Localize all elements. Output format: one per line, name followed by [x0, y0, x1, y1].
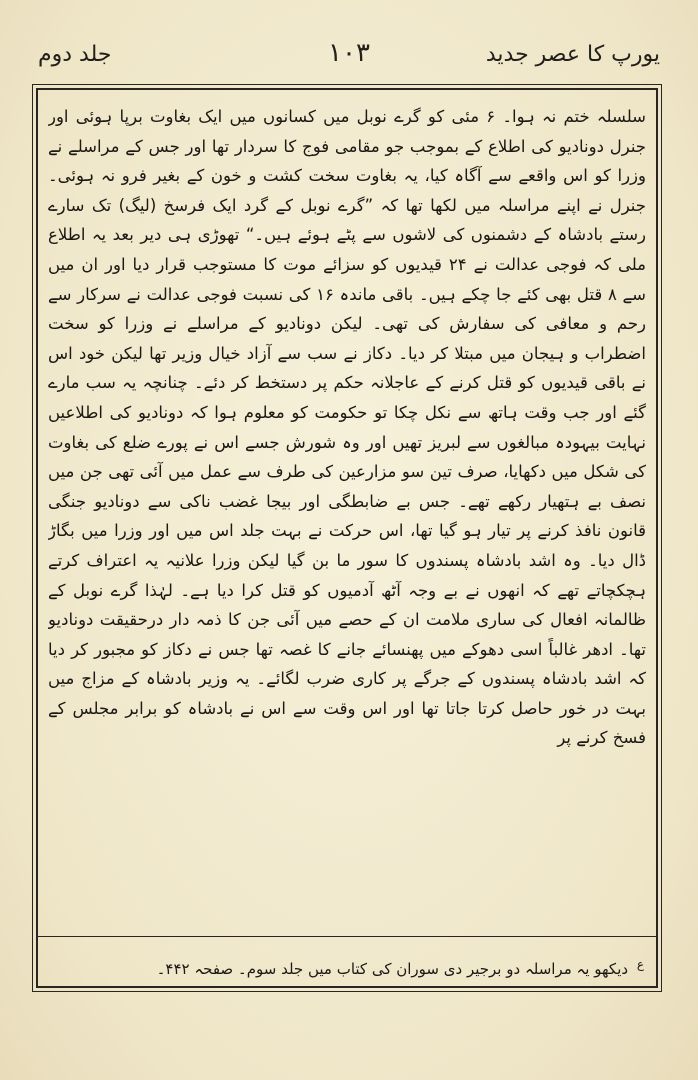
body-text-block [48, 102, 646, 922]
text-frame [36, 88, 658, 988]
footnote-divider [38, 936, 656, 937]
volume-label: جلد دوم [38, 42, 112, 67]
page-number: ۱۰۳ [328, 38, 370, 68]
footnote [50, 952, 644, 981]
body-paragraph: سلسلہ ختم نہ ہوا۔ ۶ مئی کو گرے نوبل میں کسانوں میں ایک بغاوت برپا ہوئی اور جنرل دونادیو کی اطلاع کے بموجب جو مقامی فوج کا سردار تھا اور جس کے مراسلے نے وزرا کو اس واقعے سے آگاہ کیا، یہ بغاوت سخت کشت و خون کے بغیر فرو نہ ہوئی۔ جنرل نے اپنے مراسلہ میں لکھا تھا کہ ”گرے نوبل کے گرد ایک فرسخ (لیگ) تک سارے رستے بادشاہ کے دشمنوں کی لاشوں سے پٹے ہوئے ہیں۔“ تھوڑی ہی دیر بعد یہ اطلاع ملی کہ فوجی عدالت نے ۲۴ قیدیوں کو سزائے موت کا مستوجب قرار دیا اور ان میں سے ۸ قتل بھی کئے جا چکے ہیں۔ باقی ماندہ ۱۶ کی نسبت فوجی عدالت نے سرکار سے رحم و معافی کی سفارش کی تھی۔ لیکن دونادیو کے مراسلے نے وزرا کو سخت اضطراب و ہیجان میں مبتلا کر دیا۔ دکاز نے سب سے آزاد خیال وزیر تھا لیکن خود اس نے باقی قیدیوں کو قتل کرنے کے عاجلانہ حکم پر دستخط کر دئے۔ چنانچہ یہ سب مارے گئے اور جب وقت ہاتھ سے نکل چکا تو حکومت کو معلوم ہوا کہ دونادیو کی اطلاعیں نہایت بیہودہ مبالغوں سے لبریز تھیں اور وہ شورش جسے اس نے پورے ضلع کی بغاوت کی شکل میں دکھایا، صرف تین سو مزارعین کی طرف سے عمل میں آئی تھی جن میں نصف بے ہتھیار رکھے تھے۔ جس بے ضابطگی اور بیجا غضب ناکی سے دونادیو جنگی قانون نافذ کرنے پر تیار ہو گیا تھا، اس حرکت نے بہت جلد اس میں اور وزرا میں بگاڑ ڈال دیا۔ وہ اشد بادشاہ پسندوں کا سور ما بن گیا لیکن وزرا علانیہ یہ اعتراف کرتے ہچکچاتے تھے کہ انھوں نے بے وجہ آٹھ آدمیوں کو قتل کرا دیا ہے۔ لہٰذا گرے نوبل کے ظالمانہ افعال کی ساری ملامت ان کے حصے میں آئی جن کا ذمہ دار درحقیقت دونادیو تھا۔ ادھر غالباً اسی دھوکے میں پھنسائے جانے کا غصہ تھا جس نے دکاز کو مجبور کر دیا کہ اشد بادشاہ پسندوں کے جرگے پر کاری ضرب لگائے۔ یہ وزیر بادشاہ کے مزاج میں بہت در خور حاصل کرتا جاتا تھا اور اس وقت سے اس نے بادشاہ کو برابر مجلس کے فسخ کرنے پر [48, 107, 646, 748]
footnote-marker: ع [636, 957, 644, 971]
footnote-text: دیکھو یہ مراسلہ دو برجیر دی سوران کی کتاب میں جلد سوم۔ صفحہ ۴۴۲۔ [156, 960, 629, 978]
book-title: یورپ کا عصر جدید [485, 42, 660, 67]
running-head [38, 38, 660, 78]
